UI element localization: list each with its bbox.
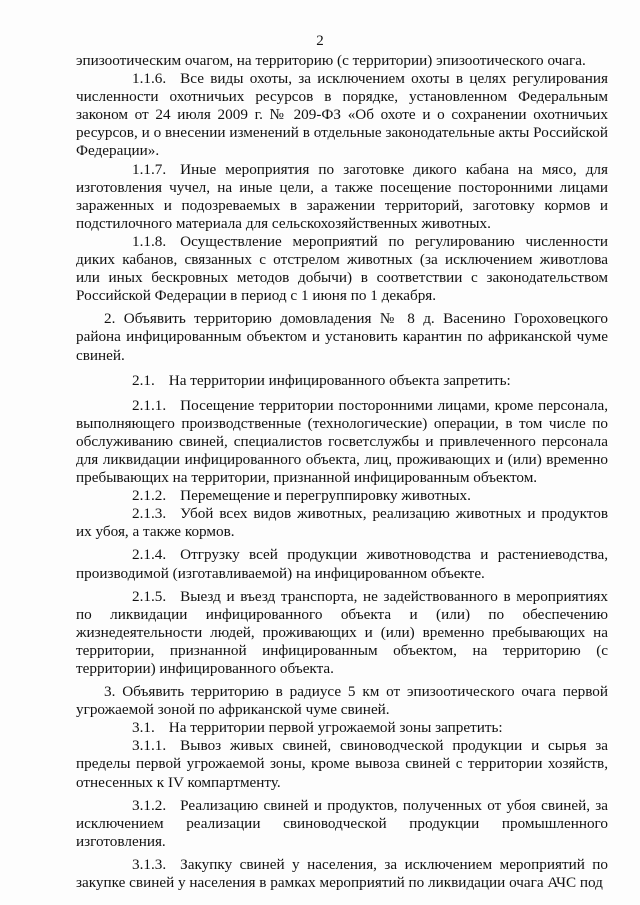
paragraph-1-1-7 bbox=[76, 161, 608, 233]
paragraph-2-1-5 bbox=[76, 588, 608, 678]
paragraph-text: 2. Объявить территорию домовладения № 8 д. Васенино Гороховецкого района инфицированным объектом и установить карантин по африканской чуме свиней. bbox=[76, 310, 608, 364]
paragraph-number: 1.1.6. bbox=[132, 70, 167, 88]
paragraph-2-1-1 bbox=[76, 397, 608, 487]
paragraph-3-1-1 bbox=[76, 737, 608, 791]
paragraph-number: 2.1. bbox=[132, 371, 155, 389]
paragraph-2-1-4 bbox=[76, 546, 608, 582]
paragraph-number: 1.1.7. bbox=[132, 160, 167, 178]
paragraph-number: 1.1.8. bbox=[132, 232, 167, 250]
paragraph-text: Все виды охоты, за исключением охоты в целях регулирования численности охотничьих ресурсов в порядке, установленном Федеральным законом от 24 июля 2009 г. № 209-ФЗ «Об охоте и о сохранении охотничьих ресурсов, и о внесении изменений в отдельные законодательные акты Российской Федерации». bbox=[76, 70, 608, 160]
page-number: 2 bbox=[316, 33, 324, 49]
paragraph-2-1-3 bbox=[76, 505, 608, 541]
paragraph-number: 2.1.4. bbox=[132, 546, 167, 564]
paragraph-text: Осуществление мероприятий по регулированию численности диких кабанов, связанных с отстрелом животных (за исключением животлова или иных бескровных методов добычи) в соответствии с законодательством Российской Федерации в период с 1 июня по 1 декабря. bbox=[76, 232, 608, 305]
paragraph-text: 3. Объявить территорию в радиусе 5 км от эпизоотического очага первой угрожаемой зоной по африканской чуме свиней. bbox=[76, 683, 608, 719]
paragraph-number: 3.1.3. bbox=[132, 855, 167, 873]
paragraph-1-1-6 bbox=[76, 70, 608, 160]
paragraph-text: Закупку свиней у населения, за исключением мероприятий по закупке свиней у населения в рамках мероприятий по ликвидации очага АЧС под bbox=[76, 855, 608, 892]
paragraph-number: 2.1.1. bbox=[132, 396, 167, 414]
paragraph-continuation bbox=[76, 52, 608, 70]
paragraph-text: Убой всех видов животных, реализацию животных и продуктов их убоя, а также кормов. bbox=[76, 505, 608, 541]
paragraph-text: эпизоотическим очагом, на территорию (с территории) эпизоотического очага. bbox=[76, 52, 586, 69]
paragraph-text: Выезд и въезд транспорта, не задействованного в мероприятиях по ликвидации инфицированного объекта и (или) по обеспечению жизнедеятельности людей, проживающих и (или) временно пребывающих на территории, признанной инфицированным объектом, на территорию (с территории) инфицированного объекта. bbox=[76, 587, 608, 677]
document-body bbox=[76, 52, 608, 892]
paragraph-number: 2.1.2. bbox=[132, 487, 167, 505]
paragraph-3-1 bbox=[76, 719, 608, 737]
paragraph-2-1-2 bbox=[76, 487, 608, 505]
paragraph-text: Посещение территории посторонними лицами, кроме персонала, выполняющего производственные (технологические) операции, в том числе по обслуживанию свиней, специалистов госветслужбы и привлеченного персонала для ликвидации инфицированного объекта, лиц, проживающих и (или) временно пребывающих на территории, признанной инфицированным объектом. bbox=[76, 396, 608, 487]
paragraph-3-1-2 bbox=[76, 797, 608, 851]
paragraph-number: 2.1.5. bbox=[132, 587, 167, 605]
paragraph-number: 3.1.2. bbox=[132, 796, 167, 814]
paragraph-number: 3.1. bbox=[132, 719, 155, 737]
paragraph-2 bbox=[76, 310, 608, 364]
paragraph-text: Перемещение и перегруппировку животных. bbox=[180, 487, 471, 505]
paragraph-number: 3.1.1. bbox=[132, 737, 167, 755]
paragraph-number: 2.1.3. bbox=[132, 505, 167, 523]
paragraph-2-1 bbox=[76, 372, 608, 390]
paragraph-text: Иные мероприятия по заготовке дикого кабана на мясо, для изготовления чучел, на иные цели, а также посещение посторонними лицами зараженных и подозреваемых в заражении территорий, заготовку кормов и подстилочного материала для сельскохозяйственных животных. bbox=[76, 160, 608, 232]
paragraph-text: Реализацию свиней и продуктов, полученных от убоя свиней, за исключением реализации свиноводческой продукции промышленного изготовления. bbox=[76, 796, 608, 850]
paragraph-text: На территории первой угрожаемой зоны запретить: bbox=[168, 719, 503, 737]
paragraph-3 bbox=[76, 683, 608, 719]
paragraph-1-1-8 bbox=[76, 233, 608, 305]
paragraph-3-1-3 bbox=[76, 856, 608, 892]
paragraph-text: На территории инфицированного объекта запретить: bbox=[168, 371, 511, 389]
paragraph-text: Вывоз живых свиней, свиноводческой продукции и сырья за пределы первой угрожаемой зоны, кроме вывоза свиней с территории хозяйств, отнесенных к IV компартменту. bbox=[76, 737, 608, 791]
paragraph-text: Отгрузку всей продукции животноводства и растениеводства, производимой (изготавливаемой) на инфицированном объекте. bbox=[76, 546, 608, 582]
